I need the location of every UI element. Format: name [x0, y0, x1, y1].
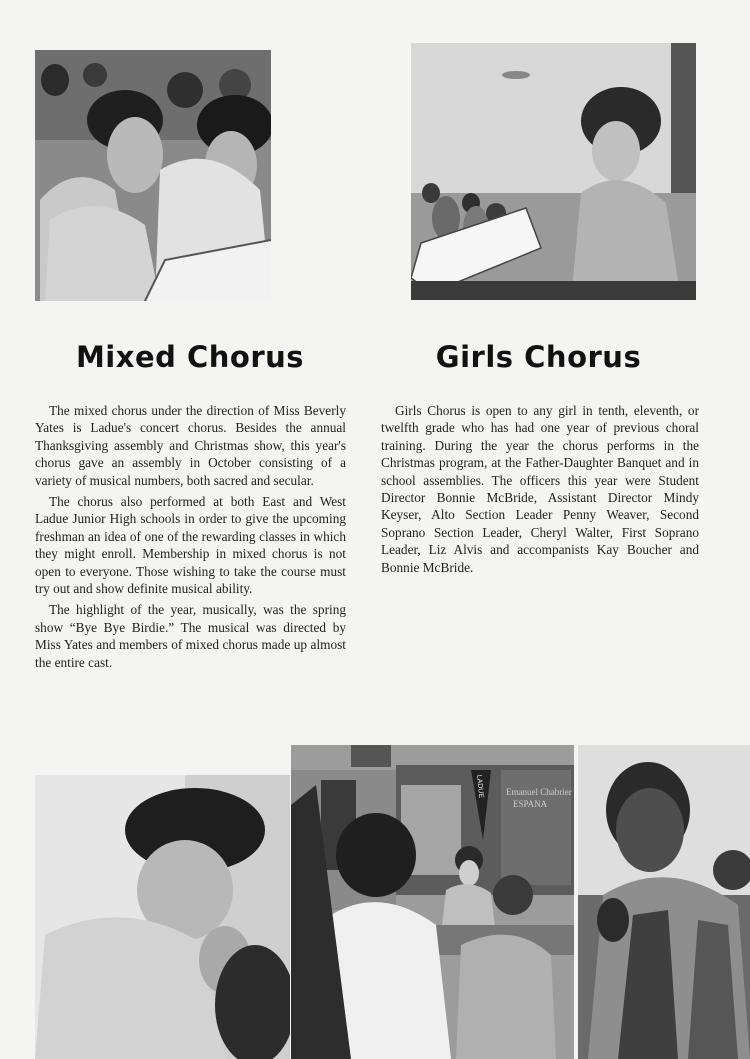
mixed-chorus-text	[35, 402, 346, 675]
girls-chorus-paragraph: Girls Chorus is open to any girl in tenth, eleventh, or twelfth grade who has had one year of previous choral training. During the year the chorus performs in the Christmas program, at the Father-Daughter Banquet and in school assemblies. The officers this year were Student Director Bonnie McBride, Assistant Director Mindy Keyser, Alto Section Leader Penny Weaver, Second Soprano Section Leader, Cheryl Walter, First Soprano Leader, Liz Alvis and accompanists Kay Boucher and Bonnie McBride.	[381, 403, 699, 575]
mixed-chorus-paragraph: The mixed chorus under the direction of Miss Beverly Yates is Ladue's concert chorus. Besides the annual Thanksgiving assembly and Christmas show, this year's chorus gave an assembly in October consisting of a variety of musical numbers, both sacred and secular.	[35, 403, 346, 488]
photo-mixed-chorus-singers	[35, 50, 271, 301]
girls-chorus-text	[381, 402, 699, 580]
chalkboard-line-1: Emanuel Chabrier	[506, 787, 572, 797]
photo-student-thinking	[35, 775, 290, 1059]
pennant-label: LADUE	[475, 774, 485, 799]
mixed-chorus-paragraph: The highlight of the year, musically, was the spring show “Bye Bye Birdie.” The musical was directed by Miss Yates and members of mixed chorus made up almost the entire cast.	[35, 602, 346, 670]
photo-girls-chorus-accompanist	[411, 43, 696, 300]
photo-classroom	[291, 745, 574, 1059]
girls-chorus-title: Girls Chorus	[435, 340, 642, 374]
mixed-chorus-title: Mixed Chorus	[75, 340, 305, 374]
mixed-chorus-paragraph: The chorus also performed at both East and West Ladue Junior High schools in order to give the upcoming freshman an idea of one of the rewarding classes in which they might enroll. Membership in mixed chorus is not open to everyone. Those wishing to take the course must try out and show definite musical ability.	[35, 494, 346, 597]
chalkboard-line-2: ESPANA	[513, 799, 548, 809]
photo-smiling-student	[578, 745, 750, 1059]
